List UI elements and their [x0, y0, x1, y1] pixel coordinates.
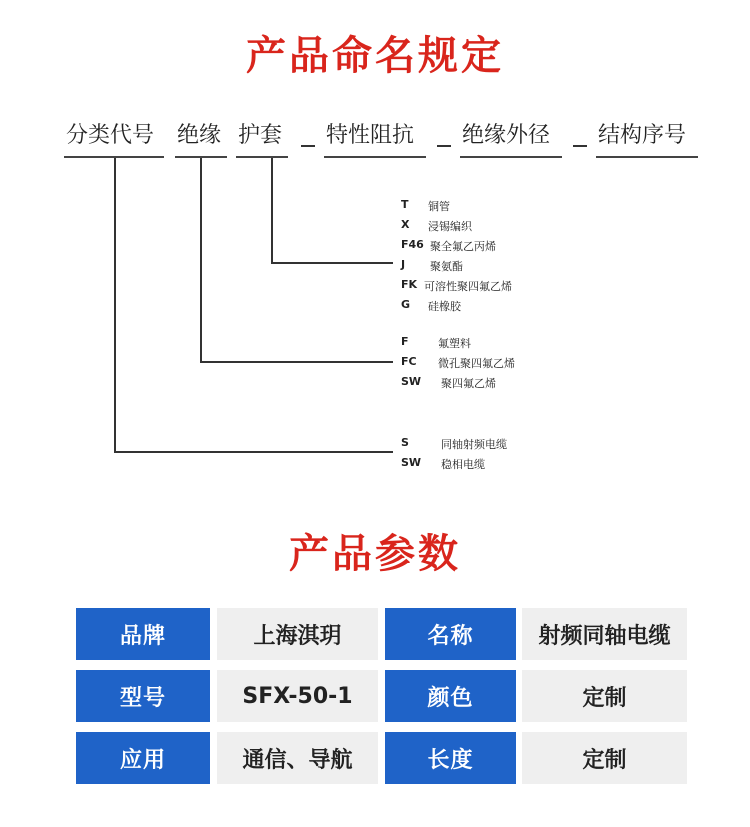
naming-title: 产品命名规定 — [246, 33, 504, 79]
separator-dash — [301, 145, 315, 147]
insulation-code: F — [401, 335, 409, 348]
jacket-code: T — [401, 198, 409, 211]
segment-category: 分类代号 — [66, 123, 155, 148]
insulation-connector — [200, 361, 393, 363]
insulation-desc: 氟塑料 — [438, 337, 471, 350]
param-label-brand: 品牌 — [76, 608, 210, 660]
insulation-code: SW — [401, 375, 422, 388]
param-value-length: 定制 — [522, 732, 687, 784]
jacket-code: FK — [401, 278, 418, 291]
category-connector — [114, 451, 393, 453]
segment-underline — [596, 156, 698, 158]
param-value-brand: 上海淇玥 — [217, 608, 378, 660]
category-code: SW — [401, 456, 422, 469]
jacket-code: G — [401, 298, 411, 311]
category-desc: 稳相电缆 — [441, 458, 485, 471]
insulation-connector — [200, 158, 202, 362]
param-label-length: 长度 — [385, 732, 516, 784]
category-connector — [114, 158, 116, 452]
param-value-name: 射频同轴电缆 — [522, 608, 687, 660]
separator-dash — [573, 145, 587, 147]
param-label-model: 型号 — [76, 670, 210, 722]
jacket-code: X — [401, 218, 410, 231]
segment-impedance: 特性阻抗 — [326, 123, 415, 148]
insulation-code: FC — [401, 355, 417, 368]
param-value-model: SFX-50-1 — [217, 670, 378, 722]
separator-dash — [437, 145, 451, 147]
param-label-application: 应用 — [76, 732, 210, 784]
segment-structure-number: 结构序号 — [598, 123, 687, 148]
jacket-desc: 聚全氟乙丙烯 — [430, 240, 496, 253]
jacket-desc: 铜管 — [428, 200, 450, 213]
category-code: S — [401, 436, 409, 449]
jacket-connector — [271, 158, 273, 263]
segment-insulation-diameter: 绝缘外径 — [462, 123, 551, 148]
param-value-color: 定制 — [522, 670, 687, 722]
param-label-color: 颜色 — [385, 670, 516, 722]
insulation-desc: 微孔聚四氟乙烯 — [438, 357, 515, 370]
param-value-application: 通信、导航 — [217, 732, 378, 784]
jacket-code: F46 — [401, 238, 424, 251]
param-label-name: 名称 — [385, 608, 516, 660]
params-title: 产品参数 — [289, 531, 461, 577]
segment-insulation: 绝缘 — [177, 123, 222, 148]
jacket-desc: 硅橡胶 — [428, 300, 461, 313]
segment-underline — [236, 156, 288, 158]
category-desc: 同轴射频电缆 — [441, 438, 507, 451]
jacket-connector — [271, 262, 393, 264]
insulation-desc: 聚四氟乙烯 — [441, 377, 496, 390]
jacket-desc: 聚氨酯 — [430, 260, 463, 273]
jacket-desc: 可溶性聚四氟乙烯 — [424, 280, 512, 293]
jacket-code: J — [401, 258, 406, 271]
jacket-desc: 浸锡编织 — [428, 220, 472, 233]
segment-jacket: 护套 — [238, 123, 283, 148]
segment-underline — [460, 156, 562, 158]
segment-underline — [324, 156, 426, 158]
